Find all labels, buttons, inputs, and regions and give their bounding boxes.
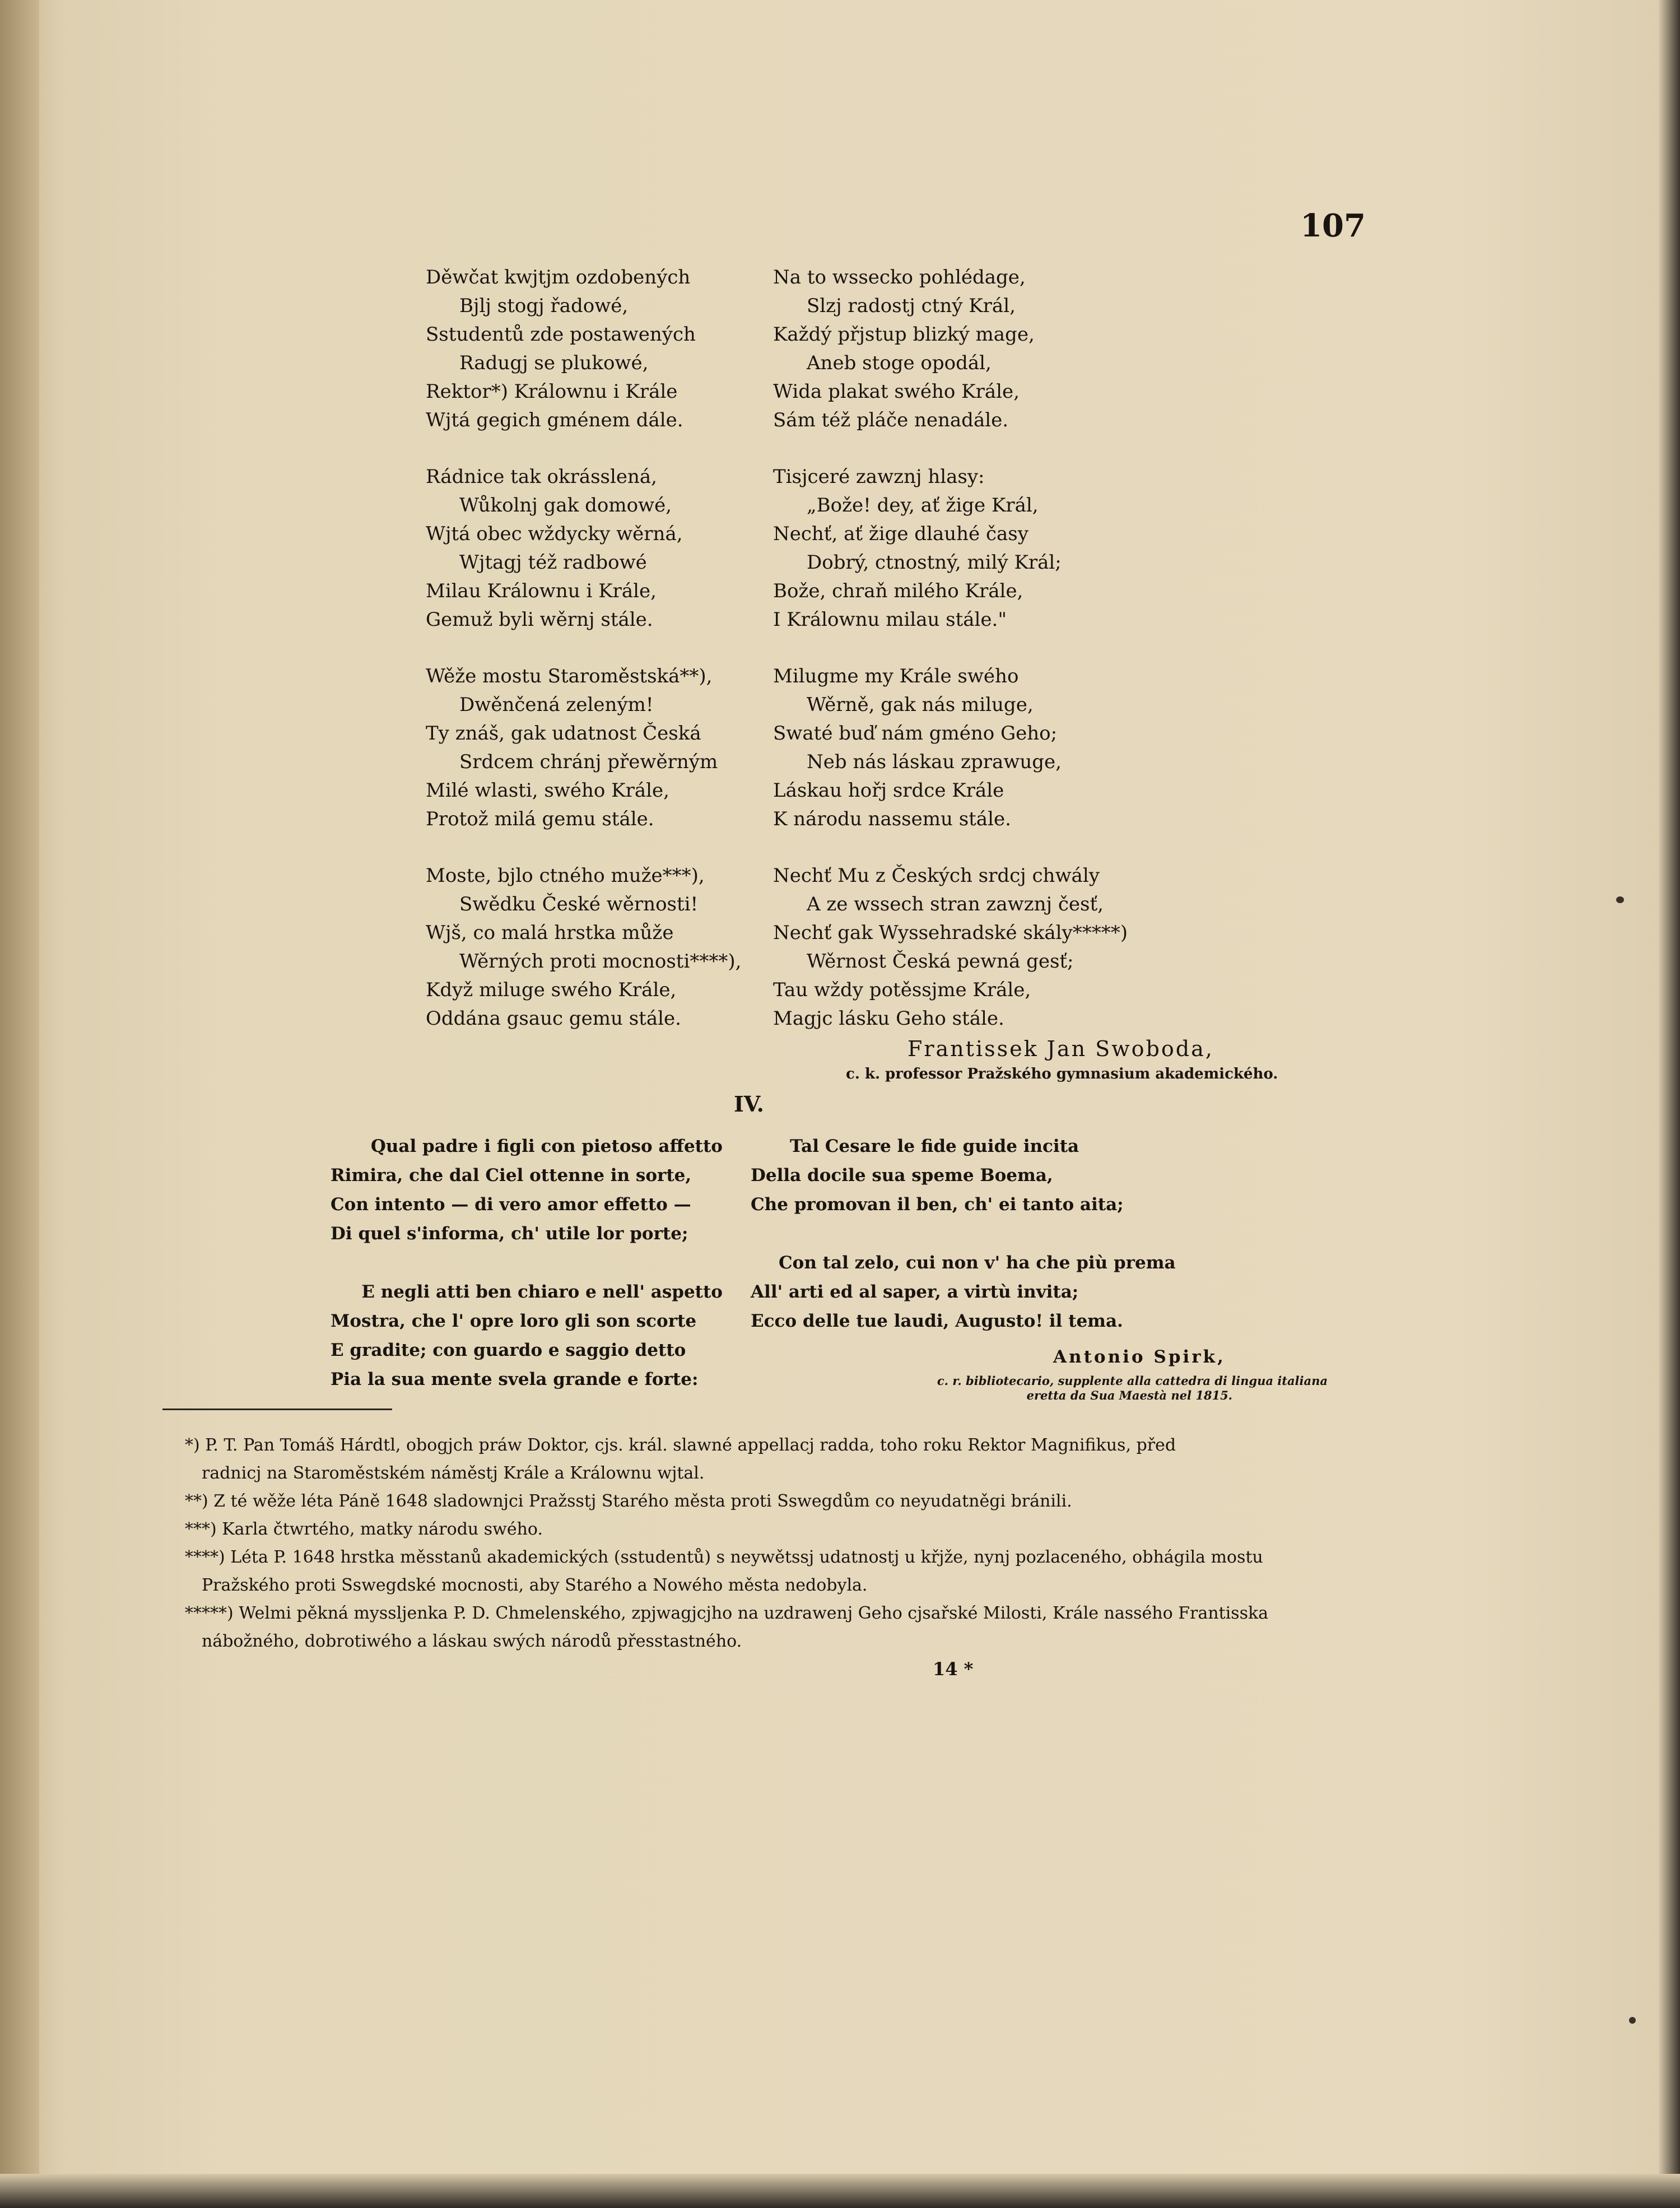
stanza [773, 463, 1128, 634]
poem-line: Slzj radostj ctný Král, [807, 295, 1016, 317]
stanza [773, 263, 1128, 435]
poem-line: I Králownu milau stále." [773, 608, 1007, 631]
poem-line: Ty znáš, gak udatnost Česká [426, 722, 701, 745]
poem-line: Wjš, co malá hrstka může [426, 922, 674, 944]
poem-line: Wida plakat swého Krále, [773, 380, 1020, 403]
ink-spot [1616, 896, 1624, 903]
section-number: IV. [734, 1091, 764, 1117]
poem-line: Gemuž byli wěrnj stále. [426, 608, 653, 631]
poem-line: Nechť Mu z Českých srdcj chwály [773, 864, 1100, 887]
poem-line: Srdcem chránj přewěrným [459, 751, 718, 773]
italian-signature-title [874, 1374, 1328, 1403]
poem-line: Tau wždy potěssjme Krále, [773, 979, 1031, 1001]
footnote-line: ****) Léta P. 1648 hrstka měsstanů akademických (sstudentů) s neywětssj udatnostj u křjže, nynj pozlaceného, obhágila mostu [185, 1547, 1263, 1567]
footnote-line: *****) Welmi pěkná myssljenka P. D. Chmelenského, zpjwagjcjho na uzdrawenj Geho cjsařské Milosti, Krále nassého Frantisska [185, 1603, 1269, 1623]
footnote [185, 1431, 1333, 1488]
sonnet-line: Con tal zelo, cui non v' ha che più prema [779, 1253, 1176, 1273]
footnote-line: **) Z té wěže léta Páně 1648 sladownjci Pražsstj Starého města proti Sswegdům co neyudatněgi bránili. [185, 1491, 1072, 1511]
poem-line: Když miluge swého Krále, [426, 979, 677, 1001]
sonnet-line: E negli atti ben chiaro e nell' aspetto [361, 1282, 723, 1302]
poem-line: Bože, chraň milého Krále, [773, 580, 1023, 602]
poem-line: Na to wssecko pohlédage, [773, 266, 1026, 289]
footnote [185, 1516, 1333, 1544]
poem-line: Wjtagj též radbowé [459, 551, 647, 574]
sonnet-line: All' arti ed al saper, a virtù invita; [751, 1282, 1079, 1302]
poem-line: Wěrnost Česká pewná gesť; [807, 950, 1074, 973]
poem-line: „Bože! dey, ať žige Král, [807, 494, 1039, 517]
poem-line: Milau Králownu i Krále, [426, 580, 657, 602]
sonnet-line: Qual padre i figli con pietoso affetto [370, 1136, 723, 1156]
poem-line: Rádnice tak okrásslená, [426, 466, 657, 488]
poem-line: Protož milá gemu stále. [426, 808, 654, 830]
sonnet-line: Rimira, che dal Ciel ottenne in sorte, [331, 1165, 692, 1186]
sonnet-line: Ecco delle tue laudi, Augusto! il tema. [751, 1311, 1123, 1331]
poem-line: Každý přjstup blizký mage, [773, 323, 1035, 346]
poem-line: Swědku České wěrnosti! [459, 893, 699, 915]
page-bottom-edge [0, 2174, 1680, 2208]
footnote [185, 1544, 1333, 1600]
footnote-line: radnicj na Staroměstském náměstj Krále a Králownu wjtal. [202, 1463, 705, 1483]
poem-line: Milé wlasti, swého Krále, [426, 779, 669, 802]
footnote-line: nábožného, dobrotiwého a láskau swých národů přesstastného. [202, 1631, 742, 1651]
page-right-edge [1658, 0, 1680, 2208]
footnote-line: ***) Karla čtwrtého, matky národu swého. [185, 1519, 543, 1539]
poem-line: Magjc lásku Geho stále. [773, 1007, 1004, 1030]
poem-line: Wůkolnj gak domowé, [459, 494, 672, 517]
stanza-gap [751, 1219, 1188, 1248]
sonnet-line: Di quel s'informa, ch' utile lor porte; [331, 1224, 688, 1244]
poem-line: A ze wssech stran zawznj česť, [807, 893, 1104, 915]
italian-sonnet-signature: Antonio Spirk, [1053, 1347, 1226, 1367]
sonnet-line: Con intento — di vero amor effetto — [331, 1194, 691, 1215]
poem-line: Sám též pláče nenadále. [773, 409, 1009, 431]
poem-line: Wěže mostu Staroměstská**), [426, 665, 713, 687]
sonnet-line: Della docile sua speme Boema, [751, 1165, 1053, 1186]
sonnet-line: Tal Cesare le fide guide incita [790, 1136, 1079, 1156]
sonnet-line: Mostra, che l' opre loro gli son scorte [331, 1311, 697, 1331]
poem-line: Wěrně, gak nás miluge, [807, 694, 1034, 716]
poem-line: Dwěnčená zeleným! [459, 694, 654, 716]
ink-spot [1629, 2017, 1636, 2024]
signature-title-line: c. r. bibliotecario, supplente alla cattedra di lingua italiana [937, 1374, 1328, 1388]
footnote-rule [162, 1409, 392, 1410]
poem-line: Wjtá gegich gménem dále. [426, 409, 683, 431]
stanza [426, 263, 741, 435]
stanza-gap [331, 1248, 723, 1277]
stanza [426, 662, 741, 834]
poem-line: Nechť gak Wyssehradské skály*****) [773, 922, 1128, 944]
footnote [185, 1488, 1333, 1516]
czech-signature-title: c. k. professor Pražského gymnasium akademického. [846, 1066, 1278, 1082]
czech-poem-signature: Frantissek Jan Swoboda, [908, 1036, 1214, 1061]
stanza [773, 662, 1128, 834]
footnotes [185, 1431, 1333, 1656]
italian-sonnet-right-column [751, 1132, 1188, 1336]
sheet-signature: 14 * [933, 1658, 974, 1680]
czech-poem-left-column [426, 263, 741, 1061]
poem-line: Oddána gsauc gemu stále. [426, 1007, 681, 1030]
sonnet-line: Che promovan il ben, ch' ei tanto aita; [751, 1194, 1124, 1215]
czech-poem-right-column [773, 263, 1128, 1061]
poem-line: Wěrných proti mocnosti****), [459, 950, 742, 973]
sonnet-line: E gradite; con guardo e saggio detto [331, 1340, 686, 1360]
footnote-line: *) P. T. Pan Tomáš Hárdtl, obogjch práw Doktor, cjs. král. slawné appellacj radda, toho roku Rektor Magnifikus, před [185, 1435, 1176, 1455]
poem-line: Milugme my Krále swého [773, 665, 1019, 687]
poem-line: Nechť, ať žige dlauhé časy [773, 523, 1029, 545]
poem-line: Swaté buď nám gméno Geho; [773, 722, 1058, 745]
poem-line: Tisjceré zawznj hlasy: [773, 466, 985, 488]
sonnet-line: Pia la sua mente svela grande e forte: [331, 1369, 699, 1389]
poem-line: Rektor*) Králownu i Krále [426, 380, 678, 403]
poem-line: Radugj se plukowé, [459, 352, 649, 374]
poem-line: K národu nassemu stále. [773, 808, 1011, 830]
poem-line: Dobrý, ctnostný, milý Král; [807, 551, 1062, 574]
stanza [426, 463, 741, 634]
italian-sonnet-left-column [331, 1132, 723, 1394]
poem-line: Moste, bjlo ctného muže***), [426, 864, 705, 887]
signature-title-line: eretta da Sua Maestà nel 1815. [1026, 1388, 1232, 1402]
poem-line: Neb nás láskau zprawuge, [807, 751, 1062, 773]
binding-gutter [0, 0, 39, 2208]
stanza [773, 862, 1128, 1033]
poem-line: Děwčat kwjtjm ozdobených [426, 266, 691, 289]
page-number: 107 [1300, 207, 1366, 244]
poem-line: Bjlj stogj řadowé, [459, 295, 629, 317]
poem-line: Sstudentů zde postawených [426, 323, 696, 346]
poem-line: Láskau hořj srdce Krále [773, 779, 1004, 802]
footnote [185, 1600, 1333, 1656]
footnote-line: Pražského proti Sswegdské mocnosti, aby Starého a Nowého města nedobyla. [202, 1575, 868, 1595]
poem-line: Aneb stoge opodál, [807, 352, 992, 374]
poem-line: Wjtá obec wždycky wěrná, [426, 523, 683, 545]
stanza [426, 862, 741, 1033]
